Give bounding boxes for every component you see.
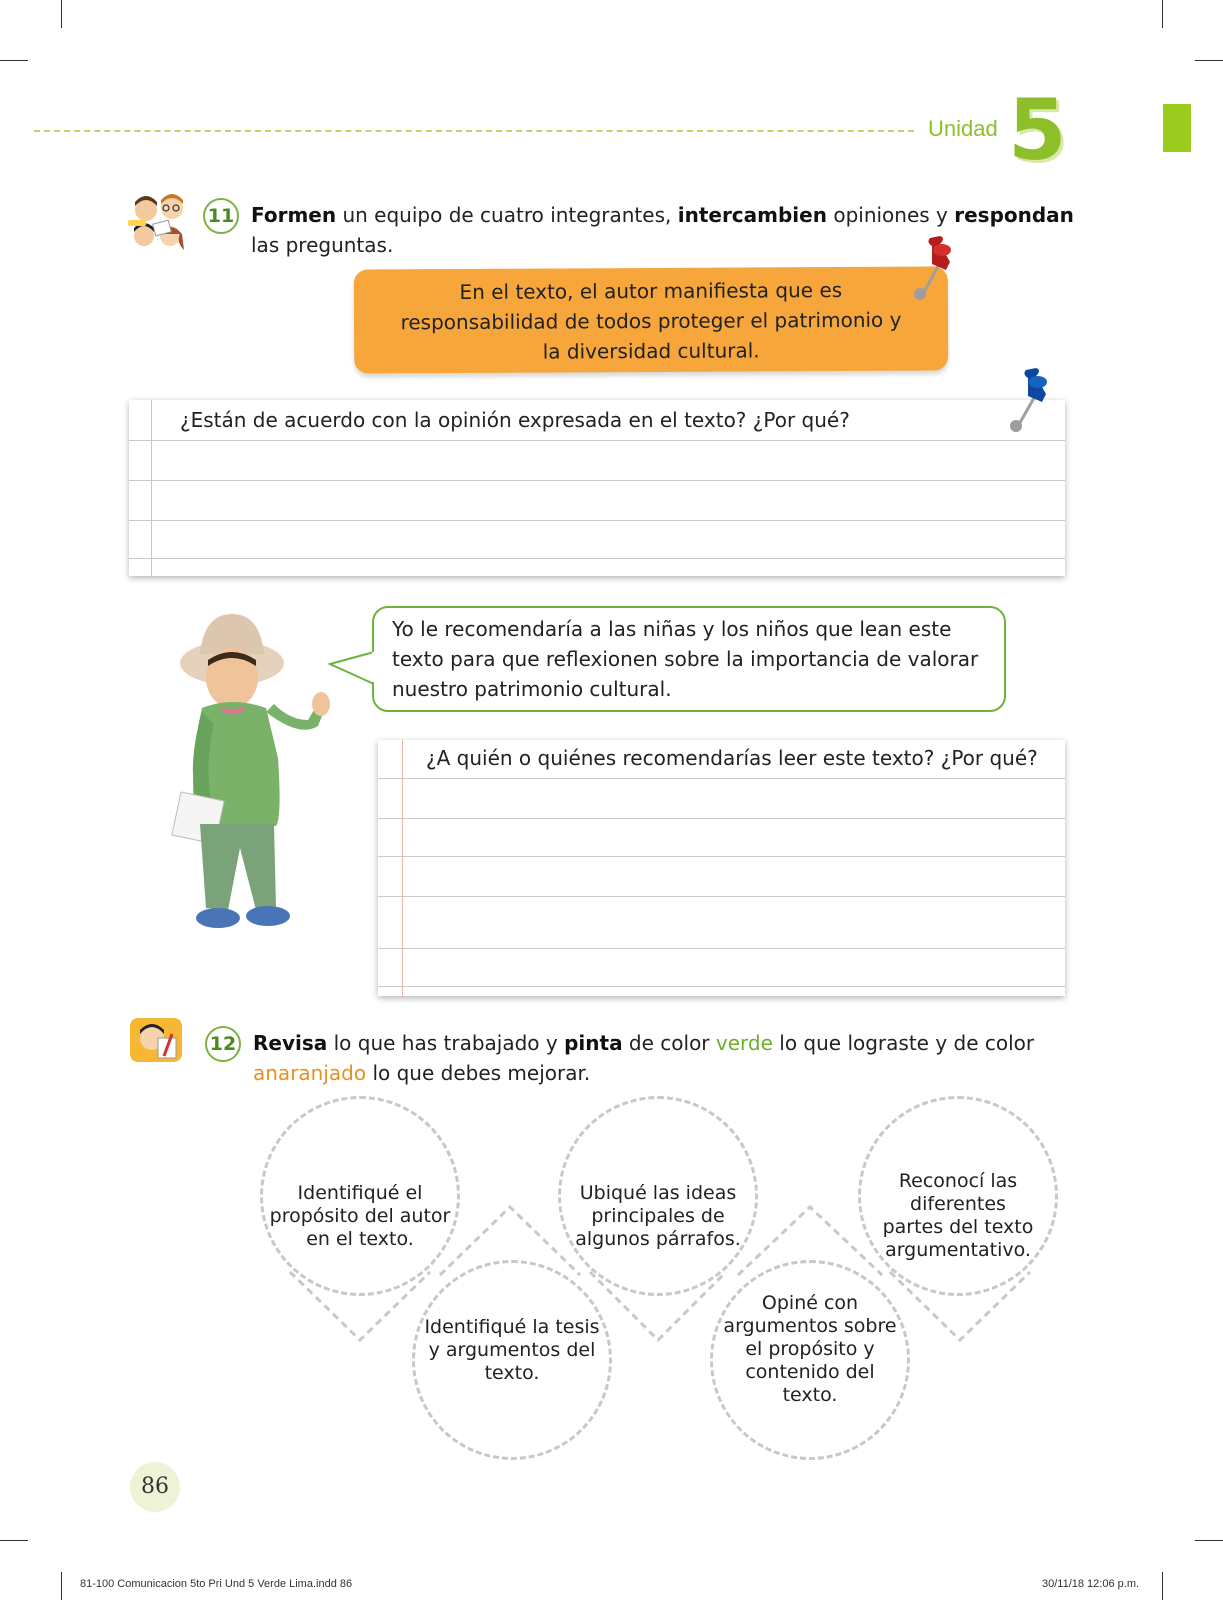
checklist-line: Identifiqué el (297, 1182, 423, 1204)
checklist-line: texto. (782, 1384, 838, 1406)
q12-color-green: verde (715, 1031, 773, 1055)
q12-verb-pinta: pinta (564, 1031, 623, 1055)
note-line: responsabilidad de todos proteger el patrimonio y (400, 307, 902, 335)
sheet-2-prompt: ¿A quién o quiénes recomendarías leer este texto? ¿Por qué? (426, 746, 1038, 770)
checklist-line: Reconocí las (898, 1170, 1018, 1192)
q12-text-part: lo que lograste y de color (772, 1031, 1035, 1055)
q12-text-part: lo que debes mejorar. (366, 1061, 591, 1085)
q12-text-part: lo que has trabajado y (327, 1031, 565, 1055)
checklist-item-4-text (710, 1292, 910, 1407)
unit-number: 5 (1008, 81, 1067, 179)
sheet-1-prompt: ¿Están de acuerdo con la opinión expresada en el texto? ¿Por qué? (180, 408, 850, 432)
q11-text-part: un equipo de cuatro integrantes, (336, 203, 678, 227)
page-number: 86 (130, 1462, 180, 1512)
checklist-line: propósito del autor (269, 1205, 451, 1227)
checklist-line: algunos párrafos. (575, 1228, 741, 1250)
footer-file-name: 81-100 Comunicacion 5to Pri Und 5 Verde Lima.indd 86 (80, 1578, 353, 1590)
q12-color-orange: anaranjado (253, 1061, 367, 1085)
checklist-line: en el texto. (306, 1228, 414, 1250)
speech-line: nuestro patrimonio cultural. (392, 677, 672, 701)
checklist-line: partes del texto (882, 1216, 1034, 1238)
question-number-12: 12 (205, 1026, 241, 1062)
checklist-line: Identifiqué la tesis (424, 1316, 600, 1338)
checklist-item-1-text (260, 1182, 460, 1251)
q11-verb-intercambien: intercambien (677, 203, 827, 227)
speech-line: Yo le recomendaría a las niñas y los niños que lean este (392, 617, 952, 641)
speech-line: texto para que reflexionen sobre la importancia de valorar (392, 647, 979, 671)
checklist-line: y argumentos del (428, 1339, 596, 1361)
note-line: la diversidad cultural. (542, 338, 760, 364)
unit-label: Unidad (928, 116, 998, 141)
checklist-item-3-text (558, 1182, 758, 1251)
checklist-item-2-text (412, 1316, 612, 1385)
checklist-line: el propósito y (745, 1338, 875, 1360)
q11-text-part: opiniones y (826, 203, 955, 227)
checklist-item-5-text (858, 1170, 1058, 1262)
q11-text-part: las preguntas. (251, 233, 394, 257)
footer-date: 30/11/18 12:06 p.m. (1042, 1578, 1140, 1590)
checklist-line: principales de (591, 1205, 725, 1227)
question-number-11: 11 (203, 198, 239, 234)
checklist-line: argumentativo. (885, 1239, 1031, 1261)
checklist-line: contenido del (745, 1361, 875, 1383)
note-line: En el texto, el autor manifiesta que es (459, 277, 843, 305)
q12-text-part: de color (622, 1031, 716, 1055)
checklist-line: texto. (484, 1362, 540, 1384)
checklist-line: argumentos sobre (723, 1315, 897, 1337)
checklist-line: Ubiqué las ideas (579, 1182, 737, 1204)
q12-verb-revisa: Revisa (253, 1031, 328, 1055)
checklist-line: Opiné con (761, 1292, 859, 1314)
q11-verb-respondan: respondan (954, 203, 1074, 227)
checklist-line: diferentes (910, 1193, 1006, 1215)
q11-verb-formen: Formen (251, 203, 337, 227)
